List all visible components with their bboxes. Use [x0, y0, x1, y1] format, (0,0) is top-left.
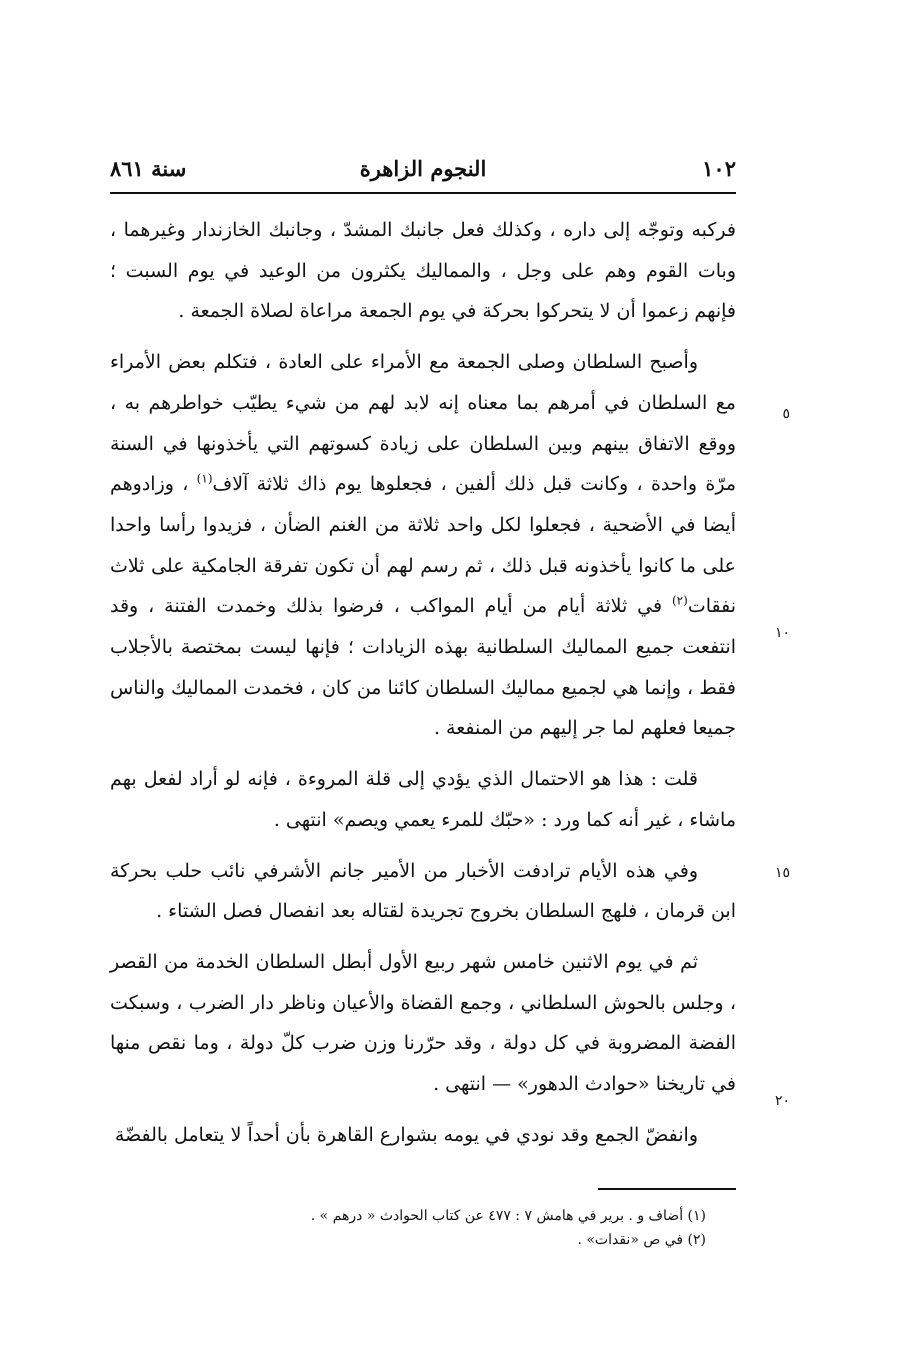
- paragraph: قلت : هذا هو الاحتمال الذي يؤدي إلى قلة المروءة ، فإنه لو أراد لفعل بهم ماشاء ، غير أنه كما ورد : «حبّك للمرء يعمي ويصم» انتهى .: [110, 768, 736, 831]
- footnote: (١) أضاف و . برير في هامش ٧ : ٤٧٧ عن كتاب الحوادث « درهم » .: [310, 1208, 706, 1224]
- paragraph: فركبه وتوجّه إلى داره ، وكذلك فعل جانبك المشدّ ، وجانبك الخازندار وغيرهما ، وبات القوم وهم على وجل ، والمماليك يكثرون من الوعيد في يوم السبت ؛ فإنهم زعموا أن لا يتحركوا بحركة في يوم الجمعة مراعاة لصلاة الجمعة .: [110, 219, 736, 323]
- paragraph: [110, 342, 736, 749]
- year-label: سنة ٨٦١: [110, 156, 187, 181]
- paragraph: ثم في يوم الاثنين خامس شهر ربيع الأول أبطل السلطان الخدمة من القصر ، وجلس بالحوش السلطاني ، وجمع القضاة والأعيان وناظر دار الضرب ، وسبكت الفضة المضروبة في كل دولة ، وقد حرّرنا وزن ضرب كلّ دولة ، وما نقص منها في تاريخنا «حوادث الدهور» — انتهى .: [110, 950, 736, 1096]
- paragraph-segment: ، وزادوهم أيضا في الأضحية ، فجعلوا لكل واحد ثلاثة من الغنم الضأن ، فزيدوا رأسا واحدا على ما كانوا يأخذونه قبل ذلك ، ثم رسم لهم أن تكون تفرقة الجامكية على ثلاث نفقات: [110, 473, 736, 618]
- paragraph-segment: في ثلاثة أيام من أيام المواكب ، فرضوا بذلك وخمدت الفتنة ، وقد انتفعت جميع المماليك السلطانية بهذه الزيادات ؛ فإنها ليست بمختصة بالأجلاب فقط ، وإنما هي لجميع مماليك السلطان كائنا من كان ، فخمدت المماليك والناس جميعا فعلهم لما جر إليهم من المنفعة .: [110, 595, 736, 740]
- line-number: ٥: [782, 406, 790, 422]
- footnote: (٢) في ص «نقدات» .: [577, 1232, 706, 1248]
- header-rule: [110, 192, 736, 194]
- page-header: [110, 152, 736, 192]
- main-text: [110, 210, 736, 1165]
- paragraph: وفي هذه الأيام ترادفت الأخبار من الأمير جانم الأشرفي نائب حلب بحركة ابن قرمان ، فلهج السلطان بخروج تجريدة لقتاله بعد انفصال فصل الشتاء .: [110, 859, 736, 923]
- footnotes: [110, 1204, 706, 1252]
- footnote-ref: (١): [196, 471, 213, 486]
- page-number: ١٠٢: [702, 156, 736, 181]
- footnote-rule: [598, 1188, 736, 1190]
- running-title: النجوم الزاهرة: [359, 156, 487, 181]
- paragraph: وانفضّ الجمع وقد نودي في يومه بشوارع القاهرة بأن أحداً لا يتعامل بالفضّة: [114, 1123, 698, 1146]
- line-number: ٢٠: [774, 1093, 790, 1109]
- line-number: ١٠: [774, 625, 790, 641]
- paragraph-segment: وأصبح السلطان وصلى الجمعة مع الأمراء على العادة ، فتكلم بعض الأمراء مع السلطان في أمرهم بما معناه إنه لابد لهم من شيء يطيّب خواطرهم به ، ووقع الاتفاق بينهم وبين السلطان على زيادة كسوتهم التي يأخذونها في السنة مرّة واحدة ، وكانت قبل ذلك ألفين ، فجعلوها يوم ذاك ثلاثة آلاف: [110, 351, 736, 496]
- footnote-ref: (٢): [671, 594, 688, 608]
- line-number: ١٥: [774, 865, 790, 881]
